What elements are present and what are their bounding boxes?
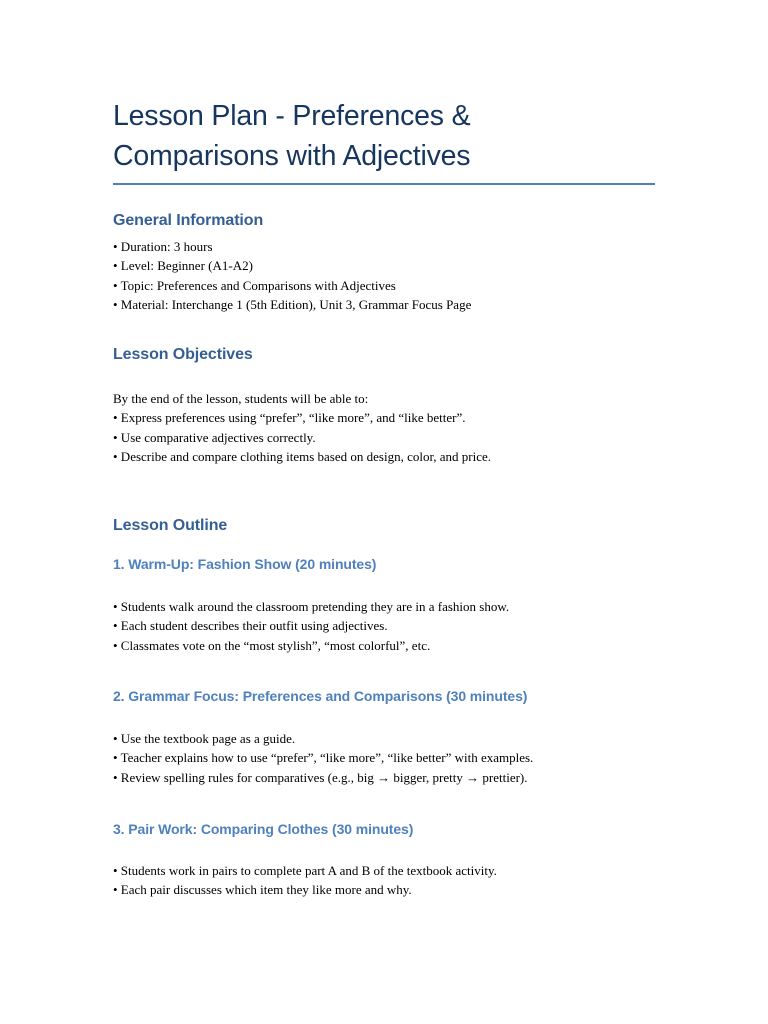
general-information-heading: General Information [113, 212, 264, 229]
list-item: • Review spelling rules for comparatives (e.g., big → bigger, pretty → prettier). [113, 769, 528, 785]
objectives-intro: By the end of the lesson, students will be able to: [113, 391, 369, 406]
list-item: • Students work in pairs to complete part A and B of the textbook activity. [113, 863, 497, 878]
warm-up-list [113, 597, 673, 655]
list-item: • Use the textbook page as a guide. [113, 731, 296, 746]
general-information-list [113, 237, 673, 314]
document-title [113, 96, 655, 176]
document-title-line-2: Comparisons with Adjectives [113, 140, 471, 172]
list-item: • Classmates vote on the “most stylish”, “most colorful”, etc. [113, 637, 431, 653]
pair-work-list [113, 861, 673, 900]
title-underline [113, 183, 655, 185]
list-item: • Material: Interchange 1 (5th Edition), Unit 3, Grammar Focus Page [113, 296, 472, 312]
lesson-outline-heading: Lesson Outline [113, 517, 228, 534]
lesson-objectives-heading: Lesson Objectives [113, 346, 253, 363]
warm-up-heading: 1. Warm-Up: Fashion Show (20 minutes) [113, 556, 377, 572]
list-item: • Topic: Preferences and Comparisons with Adjectives [113, 277, 396, 293]
list-item: • Teacher explains how to use “prefer”, “like more”, “like better” with examples. [113, 750, 534, 766]
list-item: • Duration: 3 hours [113, 239, 213, 254]
list-item: • Level: Beginner (A1-A2) [113, 258, 253, 274]
lesson-objectives-body [113, 389, 673, 466]
document-title-line-1: Lesson Plan - Preferences & [113, 100, 471, 132]
list-item: • Describe and compare clothing items based on design, color, and price. [113, 448, 492, 464]
document-content [113, 96, 655, 898]
pair-work-heading: 3. Pair Work: Comparing Clothes (30 minutes) [113, 821, 414, 837]
grammar-focus-list [113, 729, 673, 787]
list-item: • Each pair discusses which item they like more and why. [113, 882, 412, 898]
list-item: • Each student describes their outfit using adjectives. [113, 618, 388, 634]
grammar-focus-heading: 2. Grammar Focus: Preferences and Comparisons (30 minutes) [113, 688, 528, 704]
list-item: • Use comparative adjectives correctly. [113, 429, 316, 445]
list-item: • Students walk around the classroom pretending they are in a fashion show. [113, 599, 510, 614]
list-item: • Express preferences using “prefer”, “like more”, and “like better”. [113, 410, 466, 426]
